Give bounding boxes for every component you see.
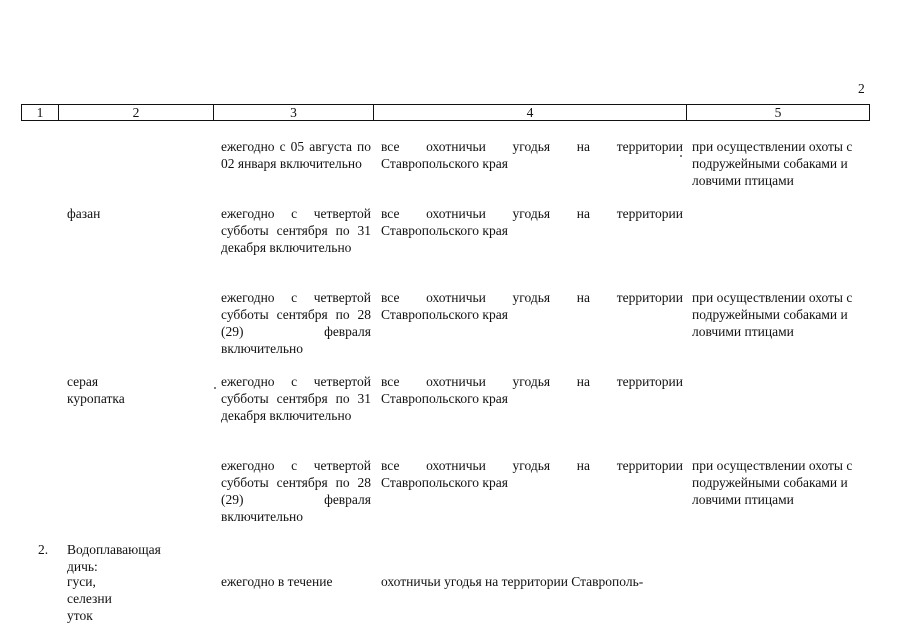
row-area: все охотничьи угодья на территории Ставропольского края xyxy=(381,374,683,406)
row-area: все охотничьи угодья на территории Ставропольского края xyxy=(381,206,683,238)
row-name: гуси, селезни уток xyxy=(67,574,112,623)
row-condition: при осуществлении охоты с подружейными собаками и ловчими птицами xyxy=(692,458,853,507)
section-title: Водоплавающая дичь: xyxy=(67,542,161,574)
row-area: все охотничьи угодья на территории Ставропольского края xyxy=(381,458,683,490)
row-name: фазан xyxy=(67,206,101,221)
row-condition: при осуществлении охоты с подружейными собаками и ловчими птицами xyxy=(692,290,853,339)
scan-speck xyxy=(214,387,216,389)
row-period: ежегодно с четвертой субботы сентября по 28 (29) февраля включительно xyxy=(221,290,371,356)
row-period: ежегодно в течение xyxy=(221,574,333,589)
header-cell-4: 4 xyxy=(374,105,687,120)
header-cell-1: 1 xyxy=(22,105,59,120)
table-header-row xyxy=(21,104,870,121)
row-condition: при осуществлении охоты с подружейными собаками и ловчими птицами xyxy=(692,139,853,188)
row-period: ежегодно с четвертой субботы сентября по 31 декабря включительно xyxy=(221,206,371,255)
row-period: ежегодно с четвертой субботы сентября по 31 декабря включительно xyxy=(221,374,371,423)
row-period: ежегодно с четвертой субботы сентября по 28 (29) февраля включительно xyxy=(221,458,371,524)
scan-speck xyxy=(680,155,682,157)
header-cell-3: 3 xyxy=(214,105,374,120)
row-name: серая куропатка xyxy=(67,374,125,406)
row-area: все охотничьи угодья на территории Ставропольского края xyxy=(381,139,683,171)
row-area: все охотничьи угодья на территории Ставропольского края xyxy=(381,290,683,322)
row-period: ежегодно с 05 августа по 02 января включительно xyxy=(221,139,371,171)
section-number: 2. xyxy=(38,542,49,557)
header-cell-2: 2 xyxy=(59,105,214,120)
header-cell-5: 5 xyxy=(774,105,782,120)
page-number: 2 xyxy=(858,81,865,96)
row-area: охотничьи угодья на территории Ставрополь- xyxy=(381,574,644,589)
